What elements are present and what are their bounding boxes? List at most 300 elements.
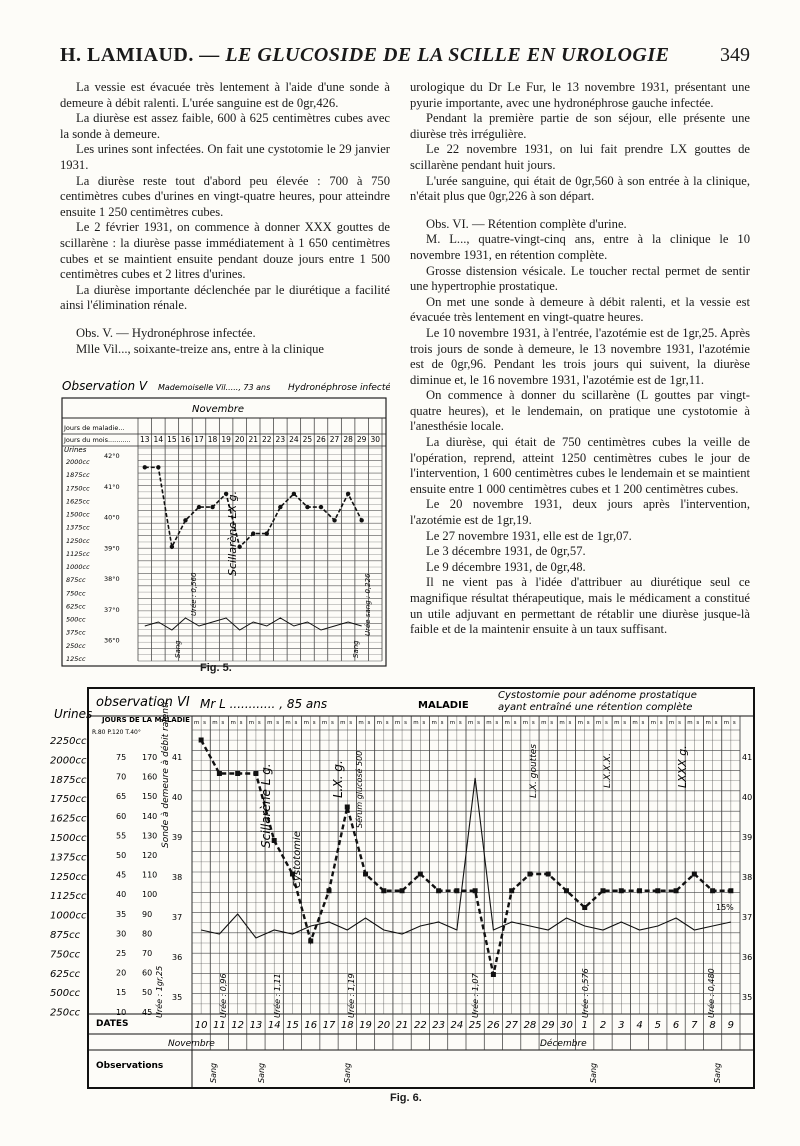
fig6-period-label: m xyxy=(668,720,675,726)
fig6-p-tick: 170 xyxy=(142,753,158,762)
fig6-date-label: 27 xyxy=(505,1020,519,1031)
fig6-period-label: s xyxy=(714,720,718,726)
fig5-diagnosis: Hydronéphrose infectée xyxy=(288,383,390,393)
fig5-urine-point xyxy=(359,518,363,522)
fig5-chart xyxy=(60,376,390,676)
paragraph: Pendant la première partie de son séjour, elle présente une diurèse très irrégulière. xyxy=(410,111,750,141)
paragraph: La vessie est évacuée très lentement à l'aide d'une sonde à demeure à débit ralenti. L'urée sanguine est de 0gr,426. xyxy=(60,80,390,110)
fig6-r-tick: 75 xyxy=(116,753,127,762)
fig6-period-label: m xyxy=(486,720,492,726)
paragraph: Grosse distension vésicale. Le toucher rectal permet de sentir une hypertrophie prostatique. xyxy=(410,263,750,294)
fig5-urine-point xyxy=(170,545,174,549)
fig5-day-label: 24 xyxy=(289,435,299,444)
fig6-date-label: 13 xyxy=(249,1020,263,1031)
fig6-r-tick: 55 xyxy=(116,831,127,841)
paragraph: Le 3 décembre 1931, de 0gr,57. xyxy=(426,544,586,559)
fig6-period-label: m xyxy=(340,720,346,726)
fig6-p-tick: 45 xyxy=(142,1007,153,1017)
fig6-period-label: s xyxy=(477,720,481,726)
fig6-period-label: m xyxy=(212,720,218,726)
fig5-annotation-uree-out: Urée sang : 0,226 xyxy=(364,573,372,636)
fig6-date-label: 16 xyxy=(304,1020,318,1031)
fig6-right-tick: 38 xyxy=(742,873,753,882)
fig5-urine-point xyxy=(278,505,282,509)
fig6-date-label: 18 xyxy=(340,1020,354,1031)
fig6-annot-sonde: Sonde à demeure à débit ralenti xyxy=(161,702,171,848)
fig6-t-tick: 35 xyxy=(172,993,183,1002)
fig6-period-label: m xyxy=(522,720,529,726)
fig5-day-label: 17 xyxy=(194,435,204,444)
fig6-r-tick: 65 xyxy=(116,792,127,802)
fig6-period-label: m xyxy=(303,720,309,726)
fig5-urine-tick: 1500cc xyxy=(66,510,90,519)
fig6-p-tick: 70 xyxy=(142,949,153,958)
fig6-period-label: s xyxy=(239,720,243,726)
fig5-day-label: 26 xyxy=(316,435,326,444)
fig5-day-label: 15 xyxy=(167,435,177,444)
fig5-temp-series xyxy=(145,618,362,630)
fig6-date-label: 30 xyxy=(560,1020,573,1031)
fig6-period-label: s xyxy=(513,720,517,726)
paragraph: Le 27 novembre 1931, elle est de 1gr,07. xyxy=(426,528,632,543)
fig6-urine-point xyxy=(363,872,368,877)
fig5-urine-tick: 250cc xyxy=(66,641,86,650)
fig6-urine-point xyxy=(327,888,332,893)
fig6-date-label: 23 xyxy=(432,1020,445,1031)
fig5-temp-tick: 38°0 xyxy=(104,575,120,584)
fig6-date-label: 25 xyxy=(468,1020,482,1031)
fig5-urine-point xyxy=(319,505,323,509)
paragraph: On met une sonde à demeure à débit ralenti, et la vessie est évacuée très lentement en vingt-quatre heures. xyxy=(410,294,750,325)
fig6-sub-label: R.80 P.120 T.40° xyxy=(92,729,141,736)
fig6-urine-point xyxy=(527,872,532,877)
fig6-urine-point xyxy=(509,888,514,893)
fig6-date-label: 10 xyxy=(194,1020,208,1031)
fig6-date-label: 11 xyxy=(213,1020,226,1031)
fig5-urine-tick: 1875cc xyxy=(66,471,90,480)
paragraph: urologique du Dr Le Fur, le 13 novembre 1931, présentant une pyurie importante, avec une hydronéphrose gauche infectée. xyxy=(410,80,750,110)
fig6-period-label: s xyxy=(605,720,608,726)
fig6-r-tick: 25 xyxy=(116,949,127,958)
fig6-date-label: 28 xyxy=(523,1020,537,1031)
fig5-urine-tick: 1125cc xyxy=(66,549,90,558)
paragraph: Le 22 novembre 1931, on lui fait prendre LX gouttes de scillarène pendant huit jours. xyxy=(410,142,750,172)
fig6-right-tick: 36 xyxy=(742,953,753,962)
fig6-date-label: 4 xyxy=(636,1020,643,1031)
fig6-month-1: Novembre xyxy=(168,1039,215,1049)
fig6-right-tick: 39 xyxy=(742,833,753,842)
paragraph: La diurèse importante déclenchée par le diurétique a facilité ainsi l'élimination rénale. xyxy=(60,282,390,313)
fig6-p-tick: 60 xyxy=(142,968,153,978)
fig6-urine-point xyxy=(601,888,606,893)
fig6-urine-tick: 2000cc xyxy=(50,755,87,767)
fig5-urine-tick: 1750cc xyxy=(66,484,90,493)
fig5-annotation-scillarene: Scillarène LX g. xyxy=(226,490,239,576)
fig5-day-label: 25 xyxy=(302,435,313,444)
fig6-period-label: s xyxy=(458,720,462,726)
fig6-urine-point xyxy=(582,905,587,910)
fig6-side-label: Urines xyxy=(54,707,93,721)
fig5-urine-tick: 750cc xyxy=(66,589,86,598)
fig6-period-label: m xyxy=(650,720,657,726)
fig6-urine-point xyxy=(546,872,551,877)
fig5-day-label: 16 xyxy=(180,435,191,444)
fig6-period-label: s xyxy=(641,720,645,726)
fig6-r-ticks xyxy=(116,753,126,1017)
fig6-period-label: m xyxy=(449,720,456,726)
fig6-period-label: s xyxy=(276,720,280,726)
fig6-urine-tick: 1500cc xyxy=(50,833,87,844)
fig5-temp-tick: 36°0 xyxy=(104,636,120,645)
paragraph: L'urée sanguine, qui était de 0gr,560 à son entrée à la clinique, n'était plus que 0gr,226 à son départ. xyxy=(410,173,750,204)
fig6-r-tick: 15 xyxy=(116,988,127,998)
fig5-temp-tick: 42°0 xyxy=(104,452,120,460)
paragraph: On commence à donner du scillarène (L gouttes par vingt-quatre heures), et le lendemain, on pratique une cystotomie à l'anesthésie locale. xyxy=(410,388,750,434)
fig6-date-label: 20 xyxy=(377,1020,391,1031)
fig6-period-label: s xyxy=(568,720,572,726)
fig5-urine-point xyxy=(265,531,269,535)
fig6-period-label: m xyxy=(559,720,565,726)
fig6-p-tick: 80 xyxy=(142,929,153,939)
paragraph: Les urines sont infectées. On fait une cystotomie le 29 janvier 1931. xyxy=(60,142,390,172)
fig6-period-label: m xyxy=(358,720,364,726)
fig5-handwritten-title: Observation V xyxy=(62,379,148,393)
fig6-annot-serum: Sérum glucosé 500 xyxy=(355,750,364,828)
fig6-date-label: 17 xyxy=(322,1020,336,1031)
fig5-annotation-sang-2: Sang xyxy=(352,640,360,658)
fig5-urine-tick: 375cc xyxy=(66,628,86,637)
fig5-day-label: 29 xyxy=(356,435,367,444)
fig6-sang-2: Sang xyxy=(257,1062,266,1083)
fig6-p-tick: 160 xyxy=(142,772,158,782)
fig5-day-label: 27 xyxy=(329,435,340,444)
fig6-t-tick: 40 xyxy=(172,793,183,802)
paragraph: La diurèse, qui était de 750 centimètres cubes la veille de l'opération, reprend, atteint 1250 centimètres cubes le jour de l'intervention, 1 600 centimètres cubes le lendemain et se maintient ensuite entre 1 000 centimètres cubes et 1 200 centimètres cubes. xyxy=(410,435,750,496)
fig6-period-label: s xyxy=(732,720,736,726)
fig6-annot-uree-3: Urée : 1,11 xyxy=(273,973,282,1018)
fig6-annot-uree-5: Urée : 1,07 xyxy=(471,973,480,1018)
fig6-urine-point xyxy=(381,888,386,893)
fig6-annot-scillarene: Scillarène L g. xyxy=(259,763,273,848)
fig6-period-label: m xyxy=(577,720,583,726)
fig6-period-label: m xyxy=(632,720,638,726)
fig6-urine-point xyxy=(728,888,733,893)
paragraph: M. L..., quatre-vingt-cinq ans, entre à la clinique le 10 novembre 1931, en rétention complète. xyxy=(410,232,750,262)
fig6-date-label: 3 xyxy=(618,1020,625,1031)
fig6-date-label: 19 xyxy=(359,1020,372,1031)
fig6-period-label: s xyxy=(678,720,681,726)
paragraph: La diurèse reste tout d'abord peu élevée : 700 à 750 centimètres cubes d'urines en vingt-quatre heures, pour atteindre ensuite 1 250 centimètres cubes. xyxy=(60,173,390,219)
fig5-temp-tick: 37°0 xyxy=(104,605,120,614)
fig5-urine-ticks xyxy=(66,458,90,663)
fig6-t-tick: 41 xyxy=(172,753,183,762)
fig5-urines-label: Urines xyxy=(64,446,87,454)
fig5-caption: Fig. 5. xyxy=(200,662,232,674)
fig5-urine-point xyxy=(346,492,350,496)
fig6-diagnosis-2: ayant entraîné une rétention complète xyxy=(498,702,693,713)
figure-5 xyxy=(60,376,390,676)
fig6-observations-label: Observations xyxy=(96,1061,164,1071)
fig6-urine-point xyxy=(710,888,715,893)
fig6-p-tick: 100 xyxy=(142,890,158,900)
fig6-urine-point xyxy=(692,872,697,877)
fig6-period-label: s xyxy=(440,720,444,726)
fig6-period-label: s xyxy=(550,720,554,726)
fig5-urine-point xyxy=(251,531,255,535)
fig6-period-label: s xyxy=(385,720,389,726)
fig6-period-label: s xyxy=(367,720,371,726)
fig6-t-tick: 39 xyxy=(172,833,183,842)
fig6-period-label: m xyxy=(413,720,419,726)
fig6-date-label: 7 xyxy=(691,1020,698,1031)
fig6-annot-cystotomie: Cystotomie xyxy=(292,831,303,888)
fig6-period-label: m xyxy=(687,720,693,726)
fig6-annot-lx: L.X. g. xyxy=(331,760,345,798)
fig6-urine-point xyxy=(418,872,423,877)
fig6-urine-point xyxy=(253,771,258,776)
fig6-period-label: s xyxy=(696,720,700,726)
fig5-urine-tick: 625cc xyxy=(66,602,86,611)
fig5-temp-tick: 41°0 xyxy=(104,482,120,491)
fig6-annot-uree-1: Urée : 1gr,25 xyxy=(155,965,164,1018)
fig5-day-label: 18 xyxy=(207,435,218,444)
fig6-t-tick: 37 xyxy=(172,913,183,922)
fig6-period-label: s xyxy=(531,720,535,726)
fig6-period-label: m xyxy=(541,720,547,726)
fig6-urine-point xyxy=(235,771,240,776)
section-heading: Obs. V. — Hydronéphrose infectée. xyxy=(76,325,256,340)
fig6-period-label: s xyxy=(203,720,207,726)
fig6-period-label: m xyxy=(394,720,401,726)
fig6-r-tick: 45 xyxy=(116,870,127,880)
fig6-period-label: s xyxy=(586,720,590,726)
fig6-date-label: 12 xyxy=(231,1020,245,1031)
fig6-period-label: s xyxy=(495,720,499,726)
fig6-maladie-label: MALADIE xyxy=(418,700,469,711)
fig6-urine-point xyxy=(637,888,642,893)
fig6-p-tick: 150 xyxy=(142,792,158,802)
fig6-period-label: m xyxy=(285,720,291,726)
fig6-r-tick: 20 xyxy=(116,968,127,978)
fig6-r-tick: 70 xyxy=(116,772,127,782)
fig6-p-tick: 110 xyxy=(142,870,158,880)
fig6-patient: Mr L ............ , 85 ans xyxy=(200,697,328,711)
paragraph: La diurèse est assez faible, 600 à 625 centimètres cubes avec la sonde à demeure. xyxy=(60,111,390,141)
fig6-urine-tick: 250cc xyxy=(50,1007,81,1019)
fig6-annot-uree-4: Urée : 1,19 xyxy=(347,973,356,1018)
paragraph: Mlle Vil..., soixante-treize ans, entre à la clinique xyxy=(76,341,325,356)
fig6-urine-point xyxy=(199,738,204,743)
fig6-period-label: s xyxy=(623,720,627,726)
fig6-chart xyxy=(50,678,760,1092)
fig6-urine-tick: 1250cc xyxy=(50,871,87,883)
fig6-annot-lxxx-2: L.X.X.X. xyxy=(603,753,613,788)
fig6-r-tick: 35 xyxy=(116,909,127,919)
fig5-urine-tick: 1250cc xyxy=(66,536,90,545)
fig6-period-label: s xyxy=(331,720,334,726)
fig6-period-label: m xyxy=(468,720,474,726)
fig6-jours-label: JOURS DE LA MALADIE xyxy=(102,716,190,724)
fig6-p-tick: 130 xyxy=(142,831,158,841)
fig6-urine-tick: 2250cc xyxy=(50,736,87,747)
fig6-annot-uree-7: Urée : 0,480 xyxy=(707,968,716,1018)
fig5-row-label-day: Jours de maladie... xyxy=(64,424,125,432)
fig6-caption: Fig. 6. xyxy=(390,1092,422,1104)
fig6-r-tick: 10 xyxy=(116,1007,127,1017)
fig6-date-label: 14 xyxy=(267,1020,281,1031)
fig6-date-label: 9 xyxy=(727,1020,735,1031)
fig5-annotation-uree-in: Urée : 0,560 xyxy=(190,572,198,616)
fig6-right-tick: 41 xyxy=(742,753,753,762)
fig6-month-2: Décembre xyxy=(540,1039,587,1049)
fig5-annotation-sang-1: Sang xyxy=(174,640,182,658)
fig6-p-tick: 120 xyxy=(142,851,158,860)
fig6-urine-point xyxy=(619,888,624,893)
fig6-t-tick: 36 xyxy=(172,953,183,962)
fig5-urine-point xyxy=(156,465,160,469)
fig6-period-label: m xyxy=(431,720,437,726)
fig5-day-label: 28 xyxy=(343,435,353,444)
fig6-urine-point xyxy=(491,972,496,977)
fig6-p-tick: 50 xyxy=(142,988,153,998)
fig6-right-tick: 37 xyxy=(742,913,753,922)
fig6-period-label: s xyxy=(349,720,353,726)
fig6-sang-5: Sang xyxy=(713,1062,722,1083)
fig5-urine-tick: 500cc xyxy=(66,615,86,624)
fig6-date-label: 8 xyxy=(709,1020,716,1031)
fig5-month: Novembre xyxy=(192,404,245,415)
section-heading: Obs. VI. — Rétention complète d'urine. xyxy=(426,216,627,231)
fig6-period-label: m xyxy=(194,720,200,726)
fig5-urine-point xyxy=(292,492,296,496)
fig6-date-label: 2 xyxy=(599,1020,607,1031)
fig6-period-label: m xyxy=(614,720,620,726)
fig6-period-label: s xyxy=(312,720,316,726)
fig6-urine-tick: 1625cc xyxy=(50,813,87,825)
fig6-urine-tick: 750cc xyxy=(50,949,81,961)
fig6-p-tick: 90 xyxy=(142,909,153,919)
fig5-urine-tick: 875cc xyxy=(66,576,86,585)
fig6-diagnosis-1: Cystostomie pour adénome prostatique xyxy=(498,690,697,701)
paragraph: Le 10 novembre 1931, à l'entrée, l'azotémie est de 1gr,25. Après trois jours de sonde à demeure, le 13 novembre 1931, l'azotémie est de 0gr,96. Pendant les trois jours qui suivent, la diurèse diminue et, le 16 novembre 1931, l'azotémie est de 1gr,11. xyxy=(410,325,750,387)
fig5-urine-point xyxy=(332,518,336,522)
fig5-row-label-date: Jours du mois........... xyxy=(64,436,131,444)
fig5-day-label: 14 xyxy=(153,435,164,444)
fig6-period-label: m xyxy=(267,720,273,726)
fig6-period-label: m xyxy=(376,720,383,726)
fig6-grid xyxy=(88,716,754,1088)
fig6-period-label: s xyxy=(422,720,426,726)
fig6-date-label: 22 xyxy=(413,1020,427,1031)
fig6-urine-tick: 500cc xyxy=(50,988,81,1000)
fig5-day-label: 19 xyxy=(221,435,231,444)
paragraph: Il ne vient pas à l'idée d'attribuer au diurétique seul ce magnifique résultat thérapeutique, mais le médicament a constitué un utile adjuvant en permettant de rétablir une diurèse jusque-là faible et de la maintenir ensuite à un taux suffisant. xyxy=(410,575,750,637)
fig6-annot-lxxx: LXXX g. xyxy=(676,745,689,788)
fig5-urine-point xyxy=(210,505,214,509)
fig5-urine-point xyxy=(197,505,201,509)
fig6-date-label: 15 xyxy=(286,1020,299,1031)
fig6-urine-point xyxy=(308,939,313,944)
fig5-day-label: 13 xyxy=(140,435,150,444)
fig6-date-label: 6 xyxy=(672,1020,680,1031)
fig6-urine-point xyxy=(436,888,441,893)
fig6-r-tick: 50 xyxy=(116,851,127,860)
fig6-date-label: 29 xyxy=(541,1020,555,1031)
fig6-urine-tick: 625cc xyxy=(50,968,81,980)
left-column xyxy=(60,80,390,357)
fig6-sang-1: Sang xyxy=(209,1062,218,1083)
fig5-urine-tick: 1375cc xyxy=(66,523,90,532)
fig6-r-tick: 30 xyxy=(116,929,127,939)
fig6-urine-tick: 1375cc xyxy=(50,852,87,864)
fig6-urine-tick: 1750cc xyxy=(50,794,87,806)
fig6-sang-4: Sang xyxy=(589,1062,598,1083)
fig6-urine-point xyxy=(454,888,459,893)
fig5-day-label: 22 xyxy=(262,435,272,444)
fig6-period-label: m xyxy=(504,720,510,726)
fig6-annot-lx-gouttes: L.X. gouttes xyxy=(529,744,539,798)
fig6-urine-tick: 1125cc xyxy=(50,891,87,903)
fig6-urine-tick: 875cc xyxy=(50,930,81,941)
fig6-urine-point xyxy=(473,888,478,893)
fig6-p-tick: 140 xyxy=(142,811,158,821)
right-column xyxy=(410,80,750,638)
fig6-period-label: s xyxy=(659,720,663,726)
fig6-date-label: 26 xyxy=(487,1020,500,1031)
fig6-date-labels xyxy=(195,1020,734,1031)
fig5-urine-tick: 1625cc xyxy=(66,497,90,506)
fig5-day-label: 30 xyxy=(370,435,380,444)
fig6-period-label: m xyxy=(705,720,711,726)
fig5-urine-point xyxy=(305,505,309,509)
fig6-dates-label: DATES xyxy=(96,1019,129,1029)
fig5-day-label: 23 xyxy=(275,435,286,444)
fig6-urine-point xyxy=(674,888,679,893)
fig6-annot-uree-6: Urée : 0,576 xyxy=(581,968,590,1018)
fig6-urine-point xyxy=(564,888,569,893)
fig6-period-label: s xyxy=(257,720,261,726)
fig6-period-label: m xyxy=(595,720,602,726)
page-header xyxy=(60,44,750,74)
fig6-urine-point xyxy=(217,771,222,776)
figure-6 xyxy=(50,678,760,1092)
fig6-urine-point xyxy=(400,888,405,893)
fig6-right-tick: 40 xyxy=(742,793,753,802)
paragraph: Le 2 février 1931, on commence à donner XXX gouttes de scillarène : la diurèse passe immédiatement à 1 650 centimètres cubes et se maintient ensuite pendant douze jours entre 1 500 centimètres cubes et 2 litres d'urines. xyxy=(60,220,390,282)
fig5-temp-tick: 40°0 xyxy=(104,513,120,522)
fig5-urine-tick: 125cc xyxy=(66,655,86,663)
fig6-sang-3: Sang xyxy=(343,1062,352,1083)
fig6-urine-ticks xyxy=(50,736,87,1019)
fig6-period-label: m xyxy=(723,720,730,726)
fig6-urine-point xyxy=(655,888,660,893)
fig5-day-label: 20 xyxy=(234,435,245,444)
fig6-urine-tick: 1875cc xyxy=(50,774,87,786)
page-number: 349 xyxy=(720,44,750,66)
fig6-period-label: s xyxy=(404,720,407,726)
fig6-urine-point xyxy=(345,805,350,810)
paragraph: Le 9 décembre 1931, de 0gr,48. xyxy=(426,559,586,574)
fig6-annot-uree-2: Urée : 0,96 xyxy=(219,973,228,1018)
fig6-r-tick: 60 xyxy=(116,811,127,821)
paragraph: Le 20 novembre 1931, deux jours après l'intervention, l'azotémie est de 1gr,19. xyxy=(410,497,750,528)
fig5-urine-tick: 2000cc xyxy=(66,458,90,466)
fig6-corner-value: 15% xyxy=(716,903,734,912)
fig5-day-label: 21 xyxy=(248,435,258,444)
fig6-title: observation VI xyxy=(96,695,190,710)
fig6-date-label: 21 xyxy=(395,1020,409,1031)
fig5-temp-ticks xyxy=(104,452,120,645)
